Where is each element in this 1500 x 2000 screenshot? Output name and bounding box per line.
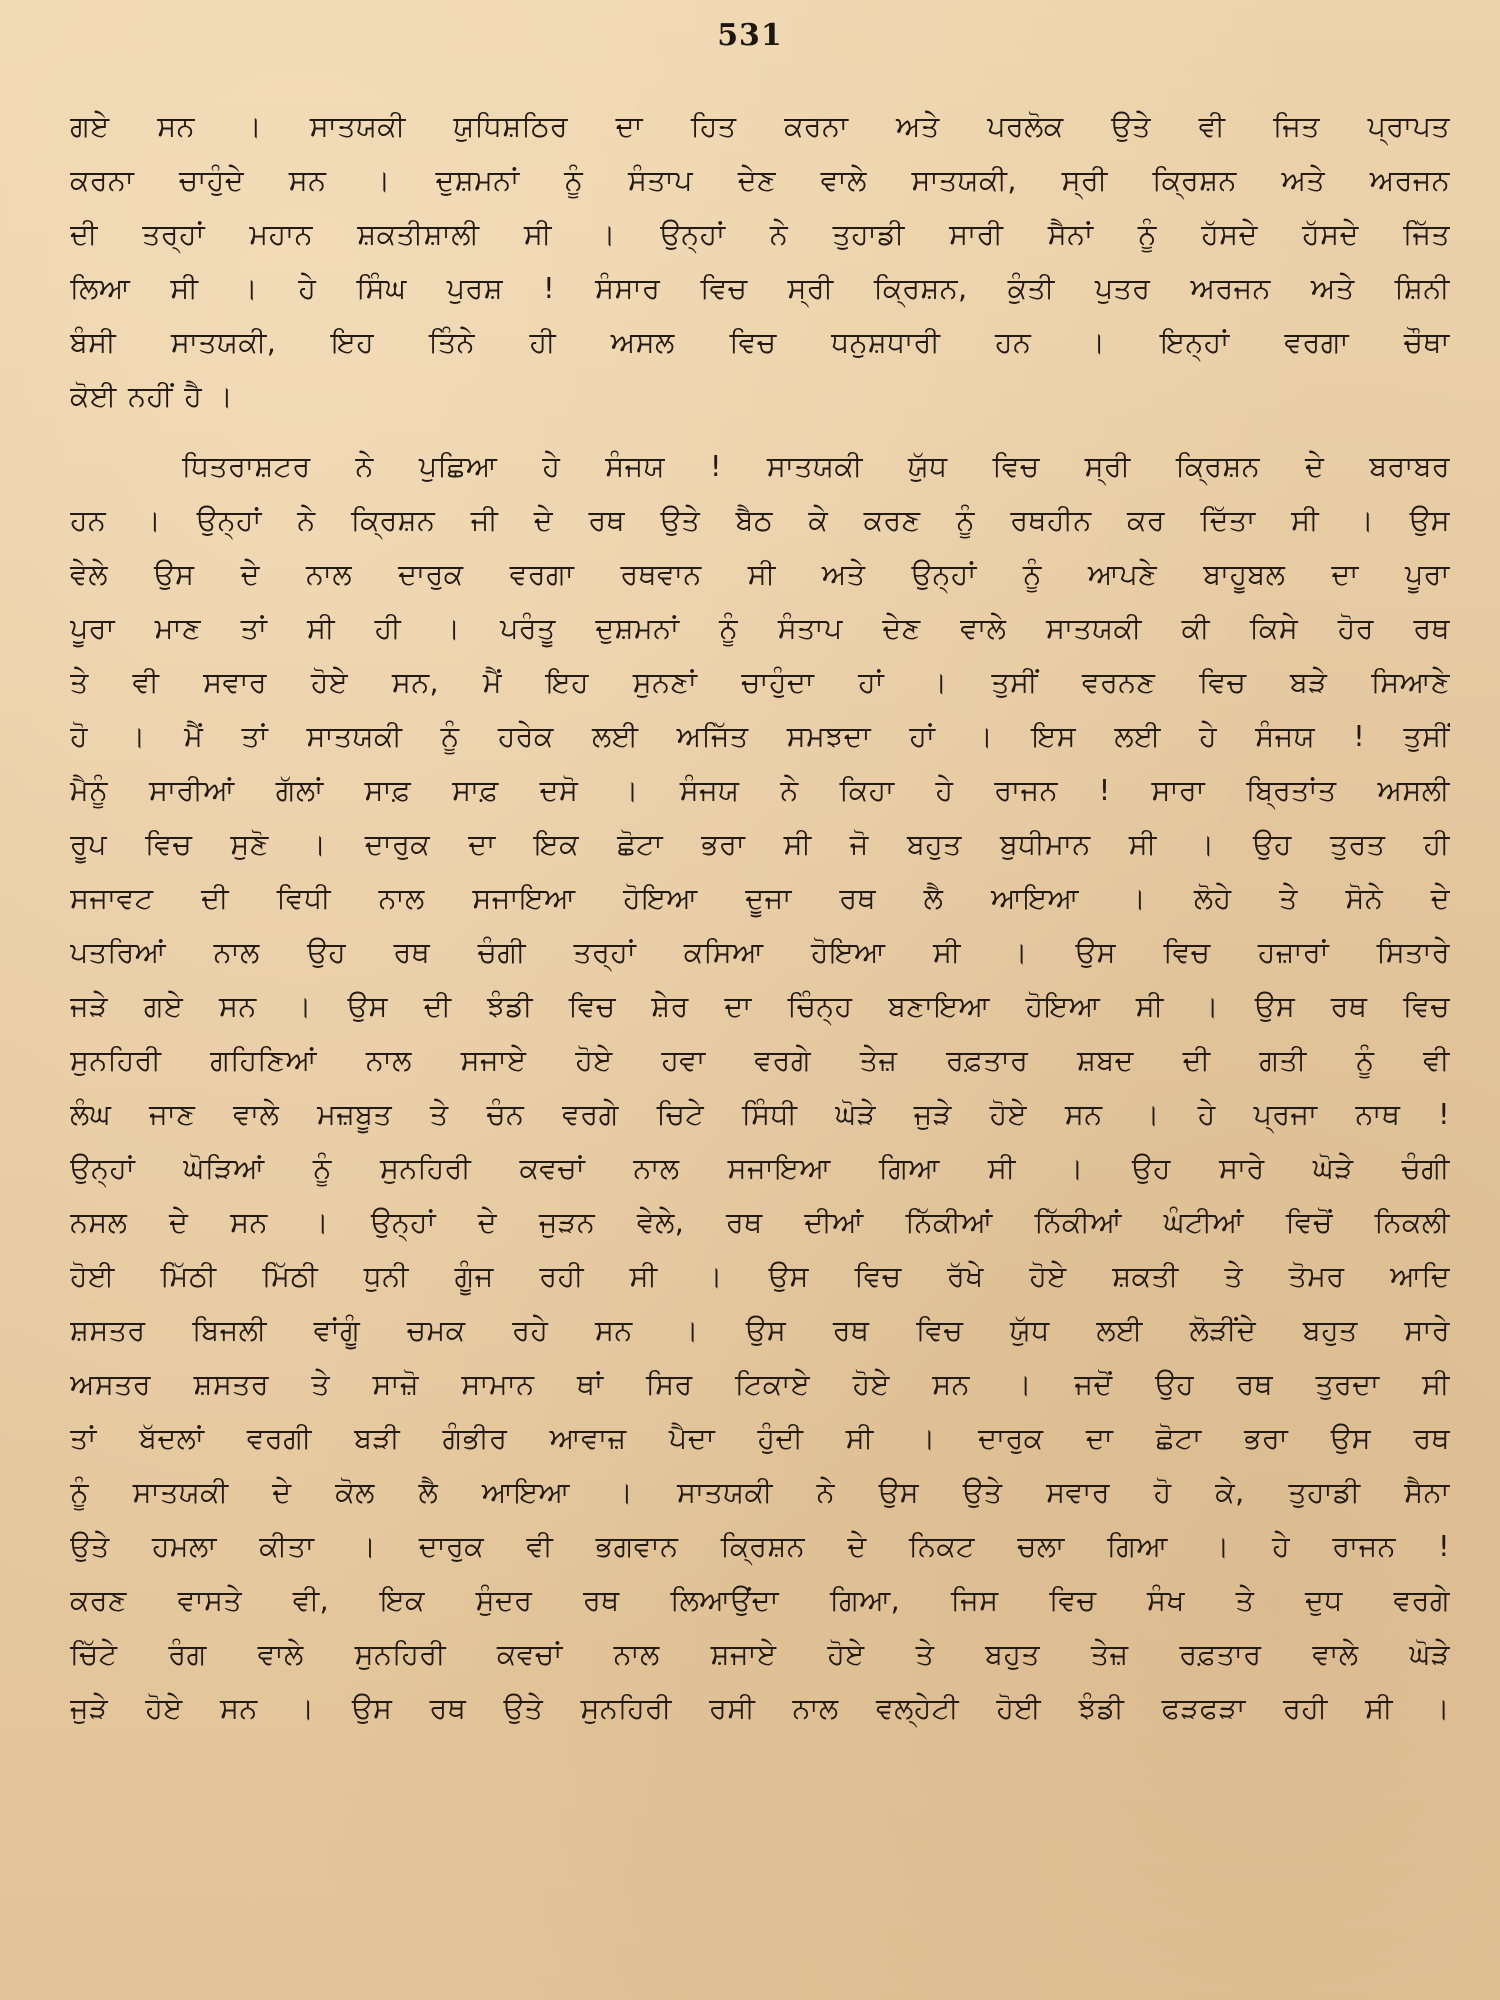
text-line: ਸਜਾਵਟ ਦੀ ਵਿਧੀ ਨਾਲ ਸਜਾਇਆ ਹੋਇਆ ਦੂਜਾ ਰਥ ਲੈ ਆਇਆ । ਲੋਹੇ ਤੇ ਸੋਨੇ ਦੇ <box>70 882 1450 915</box>
text-line: ਲਿਆ ਸੀ । ਹੇ ਸਿੰਘ ਪੁਰਸ਼ ! ਸੰਸਾਰ ਵਿਚ ਸ੍ਰੀ ਕ੍ਰਿਸ਼ਨ, ਕੁੰਤੀ ਪੁਤਰ ਅਰਜਨ ਅਤੇ ਸ਼ਿਨੀ <box>70 272 1450 305</box>
paragraph-1 <box>70 100 1450 424</box>
text-line: ਕਰਣ ਵਾਸਤੇ ਵੀ, ਇਕ ਸੁੰਦਰ ਰਥ ਲਿਆਉਂਦਾ ਗਿਆ, ਜਿਸ ਵਿਚ ਸੰਖ ਤੇ ਦੁਧ ਵਰਗੇ <box>70 1584 1450 1617</box>
text-line: ਬੰਸੀ ਸਾਤਯਕੀ, ਇਹ ਤਿੰਨੇ ਹੀ ਅਸਲ ਵਿਚ ਧਨੁਸ਼ਧਾਰੀ ਹਨ । ਇਨ੍ਹਾਂ ਵਰਗਾ ਚੌਥਾ <box>70 326 1450 359</box>
text-line: ਰੂਪ ਵਿਚ ਸੁਣੋ । ਦਾਰੁਕ ਦਾ ਇਕ ਛੋਟਾ ਭਰਾ ਸੀ ਜੋ ਬਹੁਤ ਬੁਧੀਮਾਨ ਸੀ । ਉਹ ਤੁਰਤ ਹੀ <box>70 828 1450 861</box>
text-line: ਤਾਂ ਬੱਦਲਾਂ ਵਰਗੀ ਬੜੀ ਗੰਭੀਰ ਆਵਾਜ਼ ਪੈਦਾ ਹੁੰਦੀ ਸੀ । ਦਾਰੁਕ ਦਾ ਛੋਟਾ ਭਰਾ ਉਸ ਰਥ <box>70 1422 1450 1455</box>
text-line: ਦੀ ਤਰ੍ਹਾਂ ਮਹਾਨ ਸ਼ਕਤੀਸ਼ਾਲੀ ਸੀ । ਉਨ੍ਹਾਂ ਨੇ ਤੁਹਾਡੀ ਸਾਰੀ ਸੈਨਾਂ ਨੂੰ ਹੱਸਦੇ ਹੱਸਦੇ ਜਿੱਤ <box>70 218 1450 251</box>
paragraph-gap <box>70 424 1450 440</box>
text-line: ਸ਼ਸਤਰ ਬਿਜਲੀ ਵਾਂਗੂੰ ਚਮਕ ਰਹੇ ਸਨ । ਉਸ ਰਥ ਵਿਚ ਯੁੱਧ ਲਈ ਲੋੜੀਂਦੇ ਬਹੁਤ ਸਾਰੇ <box>70 1314 1450 1347</box>
text-line: ਹੋਈ ਮਿੱਠੀ ਮਿੱਠੀ ਧੁਨੀ ਗੂੰਜ ਰਹੀ ਸੀ । ਉਸ ਵਿਚ ਰੱਖੇ ਹੋਏ ਸ਼ਕਤੀ ਤੇ ਤੋਮਰ ਆਦਿ <box>70 1260 1450 1293</box>
text-line: ਵੇਲੇ ਉਸ ਦੇ ਨਾਲ ਦਾਰੁਕ ਵਰਗਾ ਰਥਵਾਨ ਸੀ ਅਤੇ ਉਨ੍ਹਾਂ ਨੂੰ ਆਪਣੇ ਬਾਹੂਬਲ ਦਾ ਪੂਰਾ <box>70 558 1450 591</box>
text-line: ਧਿਤਰਾਸ਼ਟਰ ਨੇ ਪੁਛਿਆ ਹੇ ਸੰਜਯ ! ਸਾਤਯਕੀ ਯੁੱਧ ਵਿਚ ਸ੍ਰੀ ਕ੍ਰਿਸ਼ਨ ਦੇ ਬਰਾਬਰ <box>182 450 1450 483</box>
text-line: ਕੋਈ ਨਹੀਂ ਹੈ । <box>70 380 234 413</box>
text-line: ਉਨ੍ਹਾਂ ਘੋੜਿਆਂ ਨੂੰ ਸੁਨਹਿਰੀ ਕਵਚਾਂ ਨਾਲ ਸਜਾਇਆ ਗਿਆ ਸੀ । ਉਹ ਸਾਰੇ ਘੋੜੇ ਚੰਗੀ <box>70 1152 1450 1185</box>
text-body <box>70 100 1450 1980</box>
text-line: ਅਸਤਰ ਸ਼ਸਤਰ ਤੇ ਸਾਜ਼ੋ ਸਾਮਾਨ ਥਾਂ ਸਿਰ ਟਿਕਾਏ ਹੋਏ ਸਨ । ਜਦੋਂ ਉਹ ਰਥ ਤੁਰਦਾ ਸੀ <box>70 1368 1450 1401</box>
text-line: ਮੈਨੂੰ ਸਾਰੀਆਂ ਗੱਲਾਂ ਸਾਫ਼ ਸਾਫ਼ ਦਸੋ । ਸੰਜਯ ਨੇ ਕਿਹਾ ਹੇ ਰਾਜਨ ! ਸਾਰਾ ਬ੍ਰਿਤਾਂਤ ਅਸਲੀ <box>70 774 1450 807</box>
text-line: ਪਤਰਿਆਂ ਨਾਲ ਉਹ ਰਥ ਚੰਗੀ ਤਰ੍ਹਾਂ ਕਸਿਆ ਹੋਇਆ ਸੀ । ਉਸ ਵਿਚ ਹਜ਼ਾਰਾਂ ਸਿਤਾਰੇ <box>70 936 1450 969</box>
text-line: ਚਿੱਟੇ ਰੰਗ ਵਾਲੇ ਸੁਨਹਿਰੀ ਕਵਚਾਂ ਨਾਲ ਸ਼ਜਾਏ ਹੋਏ ਤੇ ਬਹੁਤ ਤੇਜ਼ ਰਫ਼ਤਾਰ ਵਾਲੇ ਘੋੜੇ <box>70 1638 1450 1671</box>
text-line: ਲੰਘ ਜਾਣ ਵਾਲੇ ਮਜ਼ਬੂਤ ਤੇ ਚੰਨ ਵਰਗੇ ਚਿਟੇ ਸਿੰਧੀ ਘੋੜੇ ਜੁੜੇ ਹੋਏ ਸਨ । ਹੇ ਪ੍ਰਜਾ ਨਾਥ ! <box>70 1098 1450 1131</box>
text-line: ਉਤੇ ਹਮਲਾ ਕੀਤਾ । ਦਾਰੁਕ ਵੀ ਭਗਵਾਨ ਕ੍ਰਿਸ਼ਨ ਦੇ ਨਿਕਟ ਚਲਾ ਗਿਆ । ਹੇ ਰਾਜਨ ! <box>70 1530 1450 1563</box>
text-line: ਪੂਰਾ ਮਾਣ ਤਾਂ ਸੀ ਹੀ । ਪਰੰਤੂ ਦੁਸ਼ਮਨਾਂ ਨੂੰ ਸੰਤਾਪ ਦੇਣ ਵਾਲੇ ਸਾਤਯਕੀ ਕੀ ਕਿਸੇ ਹੋਰ ਰਥ <box>70 612 1450 645</box>
text-line: ਨੂੰ ਸਾਤਯਕੀ ਦੇ ਕੋਲ ਲੈ ਆਇਆ । ਸਾਤਯਕੀ ਨੇ ਉਸ ਉਤੇ ਸਵਾਰ ਹੋ ਕੇ, ਤੁਹਾਡੀ ਸੈਨਾ <box>70 1476 1450 1509</box>
text-line: ਕਰਨਾ ਚਾਹੁੰਦੇ ਸਨ । ਦੁਸ਼ਮਨਾਂ ਨੂੰ ਸੰਤਾਪ ਦੇਣ ਵਾਲੇ ਸਾਤਯਕੀ, ਸ੍ਰੀ ਕ੍ਰਿਸ਼ਨ ਅਤੇ ਅਰਜਨ <box>70 164 1450 197</box>
text-line: ਸੁਨਹਿਰੀ ਗਹਿਣਿਆਂ ਨਾਲ ਸਜਾਏ ਹੋਏ ਹਵਾ ਵਰਗੇ ਤੇਜ਼ ਰਫ਼ਤਾਰ ਸ਼ਬਦ ਦੀ ਗਤੀ ਨੂੰ ਵੀ <box>70 1044 1450 1077</box>
text-line: ਜੜੇ ਗਏ ਸਨ । ਉਸ ਦੀ ਝੰਡੀ ਵਿਚ ਸ਼ੇਰ ਦਾ ਚਿੰਨ੍ਹ ਬਣਾਇਆ ਹੋਇਆ ਸੀ । ਉਸ ਰਥ ਵਿਚ <box>70 990 1450 1023</box>
text-line: ਨਸਲ ਦੇ ਸਨ । ਉਨ੍ਹਾਂ ਦੇ ਜੁੜਨ ਵੇਲੇ, ਰਥ ਦੀਆਂ ਨਿੱਕੀਆਂ ਨਿੱਕੀਆਂ ਘੰਟੀਆਂ ਵਿਚੋਂ ਨਿਕਲੀ <box>70 1206 1450 1239</box>
text-line: ਜੁੜੇ ਹੋਏ ਸਨ । ਉਸ ਰਥ ਉਤੇ ਸੁਨਹਿਰੀ ਰਸੀ ਨਾਲ ਵਲ੍ਹੇਟੀ ਹੋਈ ਝੰਡੀ ਫੜਫੜਾ ਰਹੀ ਸੀ । <box>70 1692 1450 1725</box>
paragraph-2 <box>70 440 1450 1736</box>
text-line: ਗਏ ਸਨ । ਸਾਤਯਕੀ ਯੁਧਿਸ਼ਠਿਰ ਦਾ ਹਿਤ ਕਰਨਾ ਅਤੇ ਪਰਲੋਕ ਉਤੇ ਵੀ ਜਿਤ ਪ੍ਰਾਪਤ <box>70 110 1450 143</box>
text-line: ਹਨ । ਉਨ੍ਹਾਂ ਨੇ ਕ੍ਰਿਸ਼ਨ ਜੀ ਦੇ ਰਥ ਉਤੇ ਬੈਠ ਕੇ ਕਰਣ ਨੂੰ ਰਥਹੀਨ ਕਰ ਦਿੱਤਾ ਸੀ । ਉਸ <box>70 504 1450 537</box>
text-line: ਹੋ । ਮੈਂ ਤਾਂ ਸਾਤਯਕੀ ਨੂੰ ਹਰੇਕ ਲਈ ਅਜਿੱਤ ਸਮਝਦਾ ਹਾਂ । ਇਸ ਲਈ ਹੇ ਸੰਜਯ ! ਤੁਸੀਂ <box>70 720 1450 753</box>
text-line: ਤੇ ਵੀ ਸਵਾਰ ਹੋਏ ਸਨ, ਮੈਂ ਇਹ ਸੁਨਣਾਂ ਚਾਹੁੰਦਾ ਹਾਂ । ਤੁਸੀਂ ਵਰਨਣ ਵਿਚ ਬੜੇ ਸਿਆਣੇ <box>70 666 1450 699</box>
page-number: 531 <box>717 18 783 53</box>
